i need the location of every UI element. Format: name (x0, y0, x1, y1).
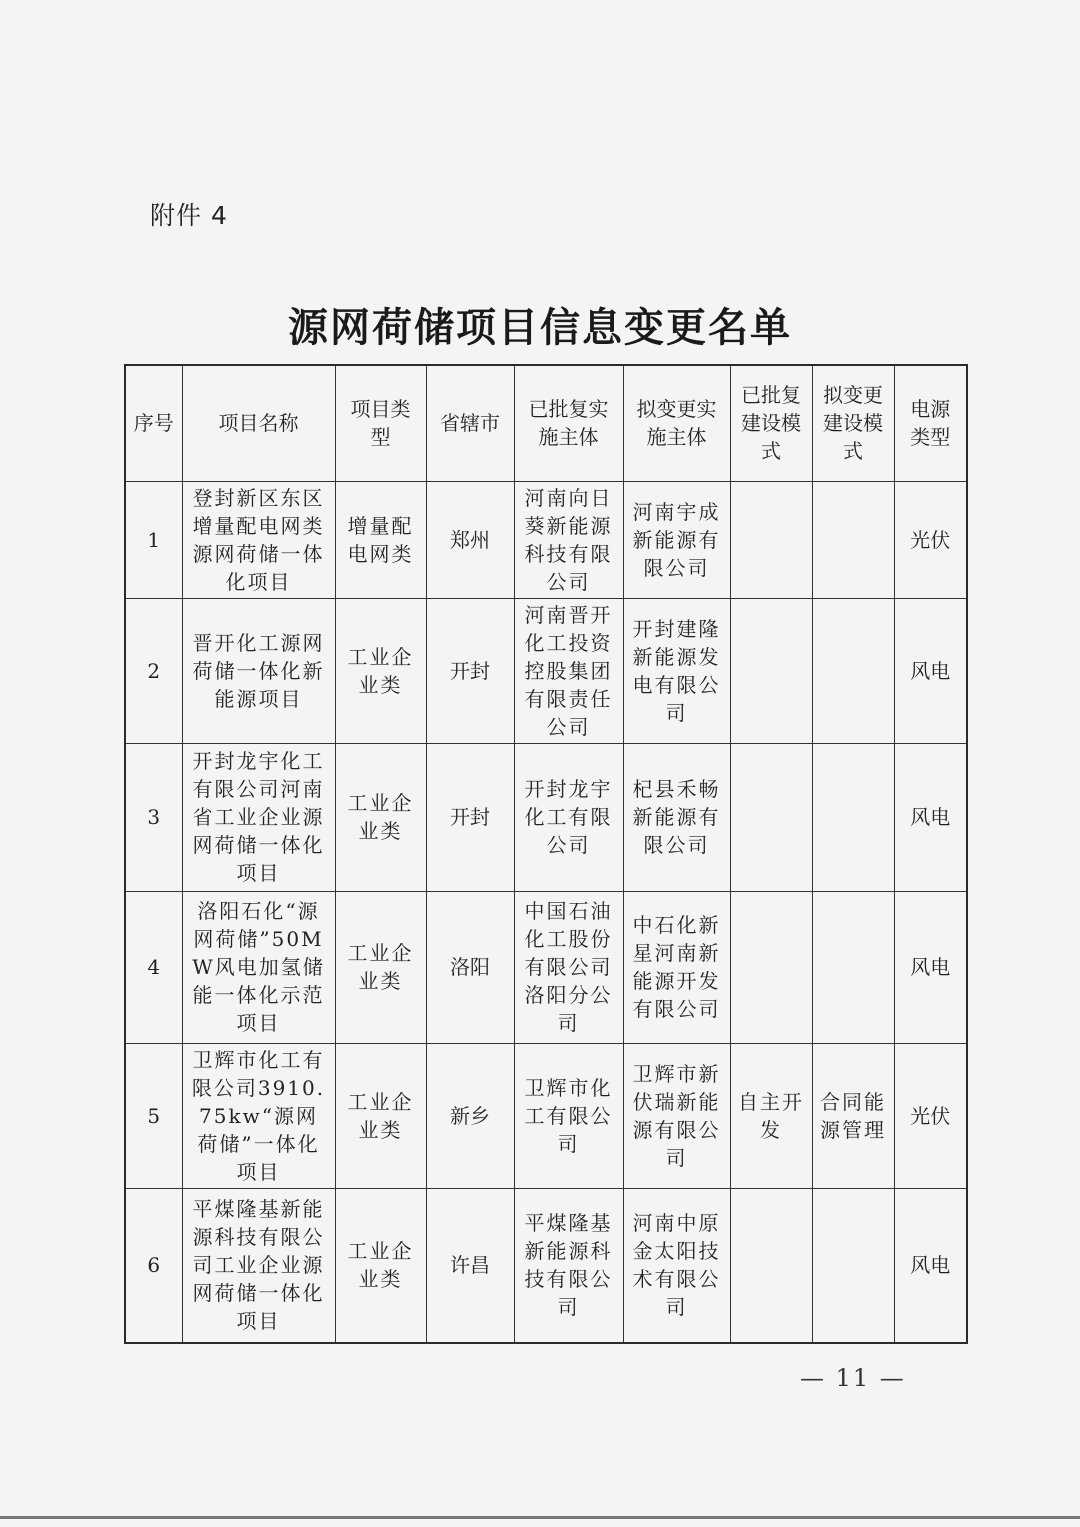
cell-project-type: 工业企业类 (335, 743, 426, 891)
cell-proposed-mode (812, 598, 894, 743)
table-row (125, 598, 967, 743)
cell-power-type: 光伏 (894, 1043, 967, 1188)
cell-project-name: 洛阳石化“源网荷储”50MW风电加氢储能一体化示范项目 (182, 891, 335, 1043)
table-row (125, 743, 967, 891)
page-bottom-edge (0, 1516, 1080, 1519)
header-cell: 拟变更建设模式 (812, 365, 894, 481)
cell-proposed-mode (812, 481, 894, 598)
header-cell: 已批复建设模式 (730, 365, 812, 481)
cell-approved-mode (730, 598, 812, 743)
cell-proposed-entity: 河南宇成新能源有限公司 (623, 481, 730, 598)
cell-index: 5 (125, 1043, 182, 1188)
cell-city: 开封 (426, 598, 514, 743)
cell-index: 2 (125, 598, 182, 743)
header-cell: 拟变更实施主体 (623, 365, 730, 481)
cell-approved-entity: 河南向日葵新能源科技有限公司 (514, 481, 623, 598)
header-cell: 序号 (125, 365, 182, 481)
cell-proposed-entity: 开封建隆新能源发电有限公司 (623, 598, 730, 743)
cell-power-type: 风电 (894, 1188, 967, 1343)
cell-proposed-entity: 中石化新星河南新能源开发有限公司 (623, 891, 730, 1043)
cell-project-type: 工业企业类 (335, 1043, 426, 1188)
cell-proposed-mode (812, 891, 894, 1043)
cell-index: 3 (125, 743, 182, 891)
table-row (125, 1188, 967, 1343)
cell-approved-mode: 自主开发 (730, 1043, 812, 1188)
cell-project-name: 开封龙宇化工有限公司河南省工业企业源网荷储一体化项目 (182, 743, 335, 891)
cell-index: 4 (125, 891, 182, 1043)
cell-proposed-entity: 杞县禾畅新能源有限公司 (623, 743, 730, 891)
page-number: — 11 — (800, 1364, 906, 1392)
cell-proposed-mode: 合同能源管理 (812, 1043, 894, 1188)
cell-approved-mode (730, 481, 812, 598)
project-change-table (124, 364, 968, 1344)
cell-proposed-entity: 河南中原金太阳技术有限公司 (623, 1188, 730, 1343)
cell-proposed-entity: 卫辉市新伏瑞新能源有限公司 (623, 1043, 730, 1188)
table-row (125, 481, 967, 598)
cell-approved-entity: 河南晋开化工投资控股集团有限责任公司 (514, 598, 623, 743)
cell-city: 新乡 (426, 1043, 514, 1188)
cell-project-name: 卫辉市化工有限公司3910.75kw“源网荷储”一体化项目 (182, 1043, 335, 1188)
cell-project-name: 晋开化工源网荷储一体化新能源项目 (182, 598, 335, 743)
cell-index: 1 (125, 481, 182, 598)
table-row (125, 891, 967, 1043)
cell-approved-mode (730, 1188, 812, 1343)
attachment-label: 附件 4 (150, 201, 228, 230)
cell-city: 洛阳 (426, 891, 514, 1043)
cell-power-type: 风电 (894, 598, 967, 743)
table-row (125, 1043, 967, 1188)
cell-project-name: 平煤隆基新能源科技有限公司工业企业源网荷储一体化项目 (182, 1188, 335, 1343)
header-cell: 电源类型 (894, 365, 967, 481)
cell-power-type: 风电 (894, 743, 967, 891)
header-cell: 项目类型 (335, 365, 426, 481)
document-title: 源网荷储项目信息变更名单 (288, 304, 792, 351)
cell-city: 许昌 (426, 1188, 514, 1343)
cell-approved-entity: 卫辉市化工有限公司 (514, 1043, 623, 1188)
cell-approved-entity: 开封龙宇化工有限公司 (514, 743, 623, 891)
cell-proposed-mode (812, 743, 894, 891)
cell-project-name: 登封新区东区增量配电网类源网荷储一体化项目 (182, 481, 335, 598)
cell-index: 6 (125, 1188, 182, 1343)
header-cell: 省辖市 (426, 365, 514, 481)
cell-project-type: 工业企业类 (335, 1188, 426, 1343)
table-header-row (125, 365, 967, 481)
cell-proposed-mode (812, 1188, 894, 1343)
cell-project-type: 工业企业类 (335, 891, 426, 1043)
cell-project-type: 增量配电网类 (335, 481, 426, 598)
cell-power-type: 风电 (894, 891, 967, 1043)
header-cell: 已批复实施主体 (514, 365, 623, 481)
cell-approved-mode (730, 743, 812, 891)
cell-approved-entity: 中国石油化工股份有限公司洛阳分公司 (514, 891, 623, 1043)
cell-project-type: 工业企业类 (335, 598, 426, 743)
cell-city: 开封 (426, 743, 514, 891)
cell-approved-entity: 平煤隆基新能源科技有限公司 (514, 1188, 623, 1343)
cell-power-type: 光伏 (894, 481, 967, 598)
header-cell: 项目名称 (182, 365, 335, 481)
cell-approved-mode (730, 891, 812, 1043)
cell-city: 郑州 (426, 481, 514, 598)
